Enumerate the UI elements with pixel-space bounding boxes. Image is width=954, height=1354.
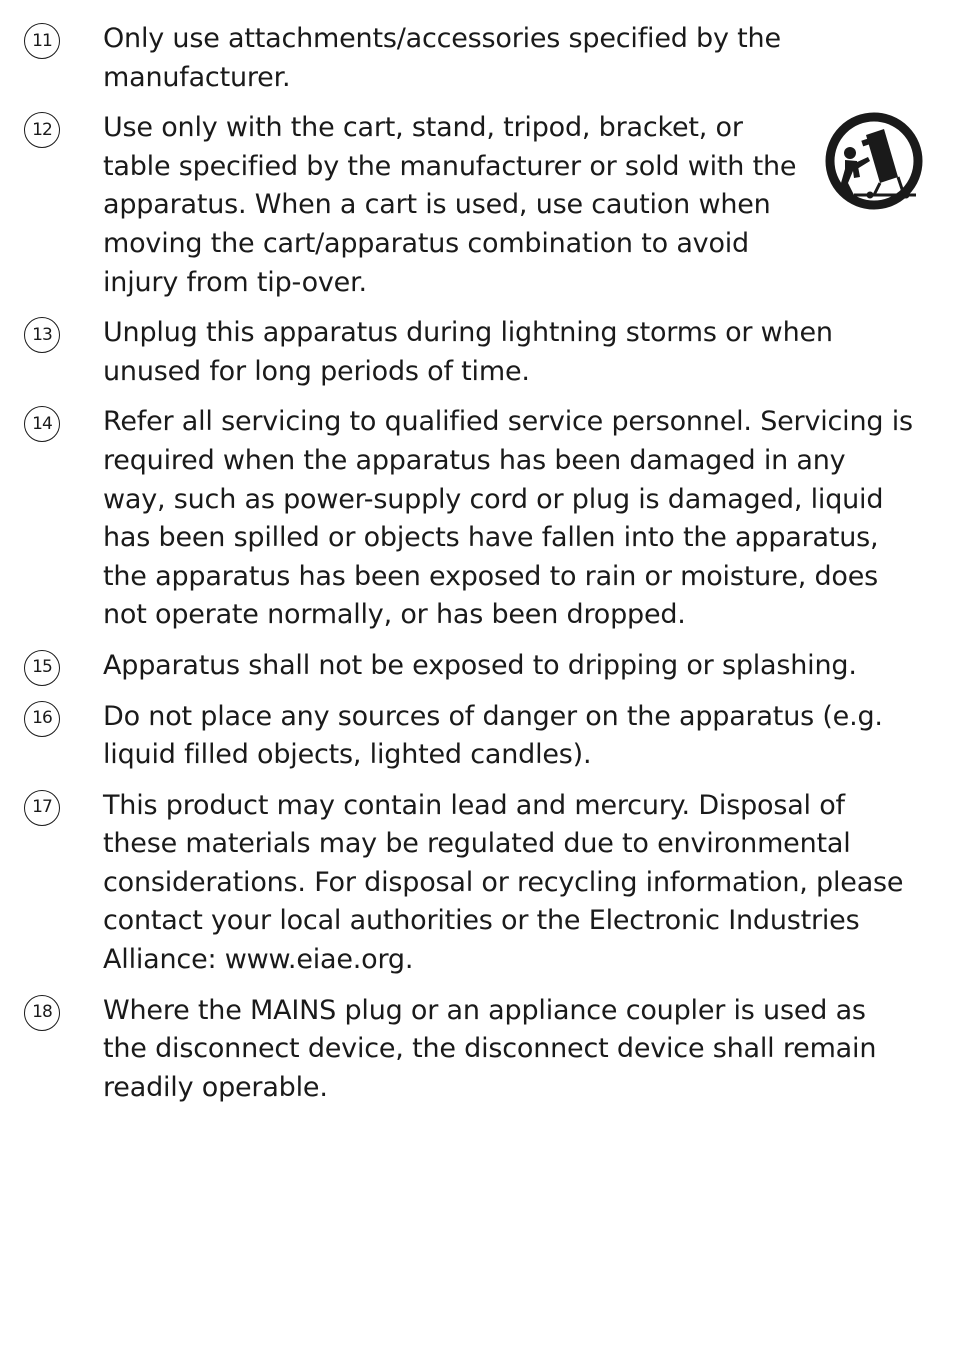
safety-instructions-list	[0, 20, 954, 1119]
instruction-text: Refer all servicing to qualified service personnel. Servicing is required when the apparatus has been damaged in any way, such as power-supply cord or plug is damaged, liquid has been spilled or objects have fallen into the apparatus, the apparatus has been exposed to rain or moisture, does not operate normally, or has been dropped.	[103, 406, 913, 631]
instruction-text: Use only with the cart, stand, tripod, bracket, or table specified by the manufacturer or sold with the apparatus. When a cart is used, use caution when moving the cart/apparatus combination to avoid injury from tip-over.	[103, 112, 797, 298]
item-number-badge: 12	[24, 112, 60, 148]
instruction-text: Only use attachments/accessories specified by the manufacturer.	[103, 23, 781, 93]
item-number-badge: 18	[24, 995, 60, 1031]
instruction-item-15	[0, 647, 954, 686]
item-number-badge: 14	[24, 406, 60, 442]
instruction-text: Unplug this apparatus during lightning storms or when unused for long periods of time.	[103, 317, 833, 387]
item-number-badge: 17	[24, 790, 60, 826]
instruction-text: Where the MAINS plug or an appliance coupler is used as the disconnect device, the disconnect device shall remain readily operable.	[103, 994, 877, 1103]
instruction-item-18	[0, 992, 954, 1108]
item-number-badge: 11	[24, 23, 60, 59]
item-number-badge: 13	[24, 317, 60, 353]
instruction-item-13	[0, 314, 954, 391]
instruction-text: Do not place any sources of danger on the apparatus (e.g. liquid filled objects, lighted candles).	[103, 700, 883, 771]
instruction-item-17	[0, 787, 954, 980]
item-number-badge: 16	[24, 701, 60, 737]
instruction-item-16	[0, 698, 954, 775]
cart-tipover-warning-icon	[824, 111, 924, 211]
instruction-text: This product may contain lead and mercury. Disposal of these materials may be regulated due to environmental considerations. For disposal or recycling information, please contact your local authorities or the Electronic Industries Alliance: www.eiae.org.	[103, 789, 904, 976]
instruction-item-11	[0, 20, 954, 97]
instruction-text: Apparatus shall not be exposed to dripping or splashing.	[103, 649, 857, 681]
instruction-item-14	[0, 403, 954, 635]
instruction-item-12	[0, 109, 954, 302]
item-number-badge: 15	[24, 650, 60, 686]
